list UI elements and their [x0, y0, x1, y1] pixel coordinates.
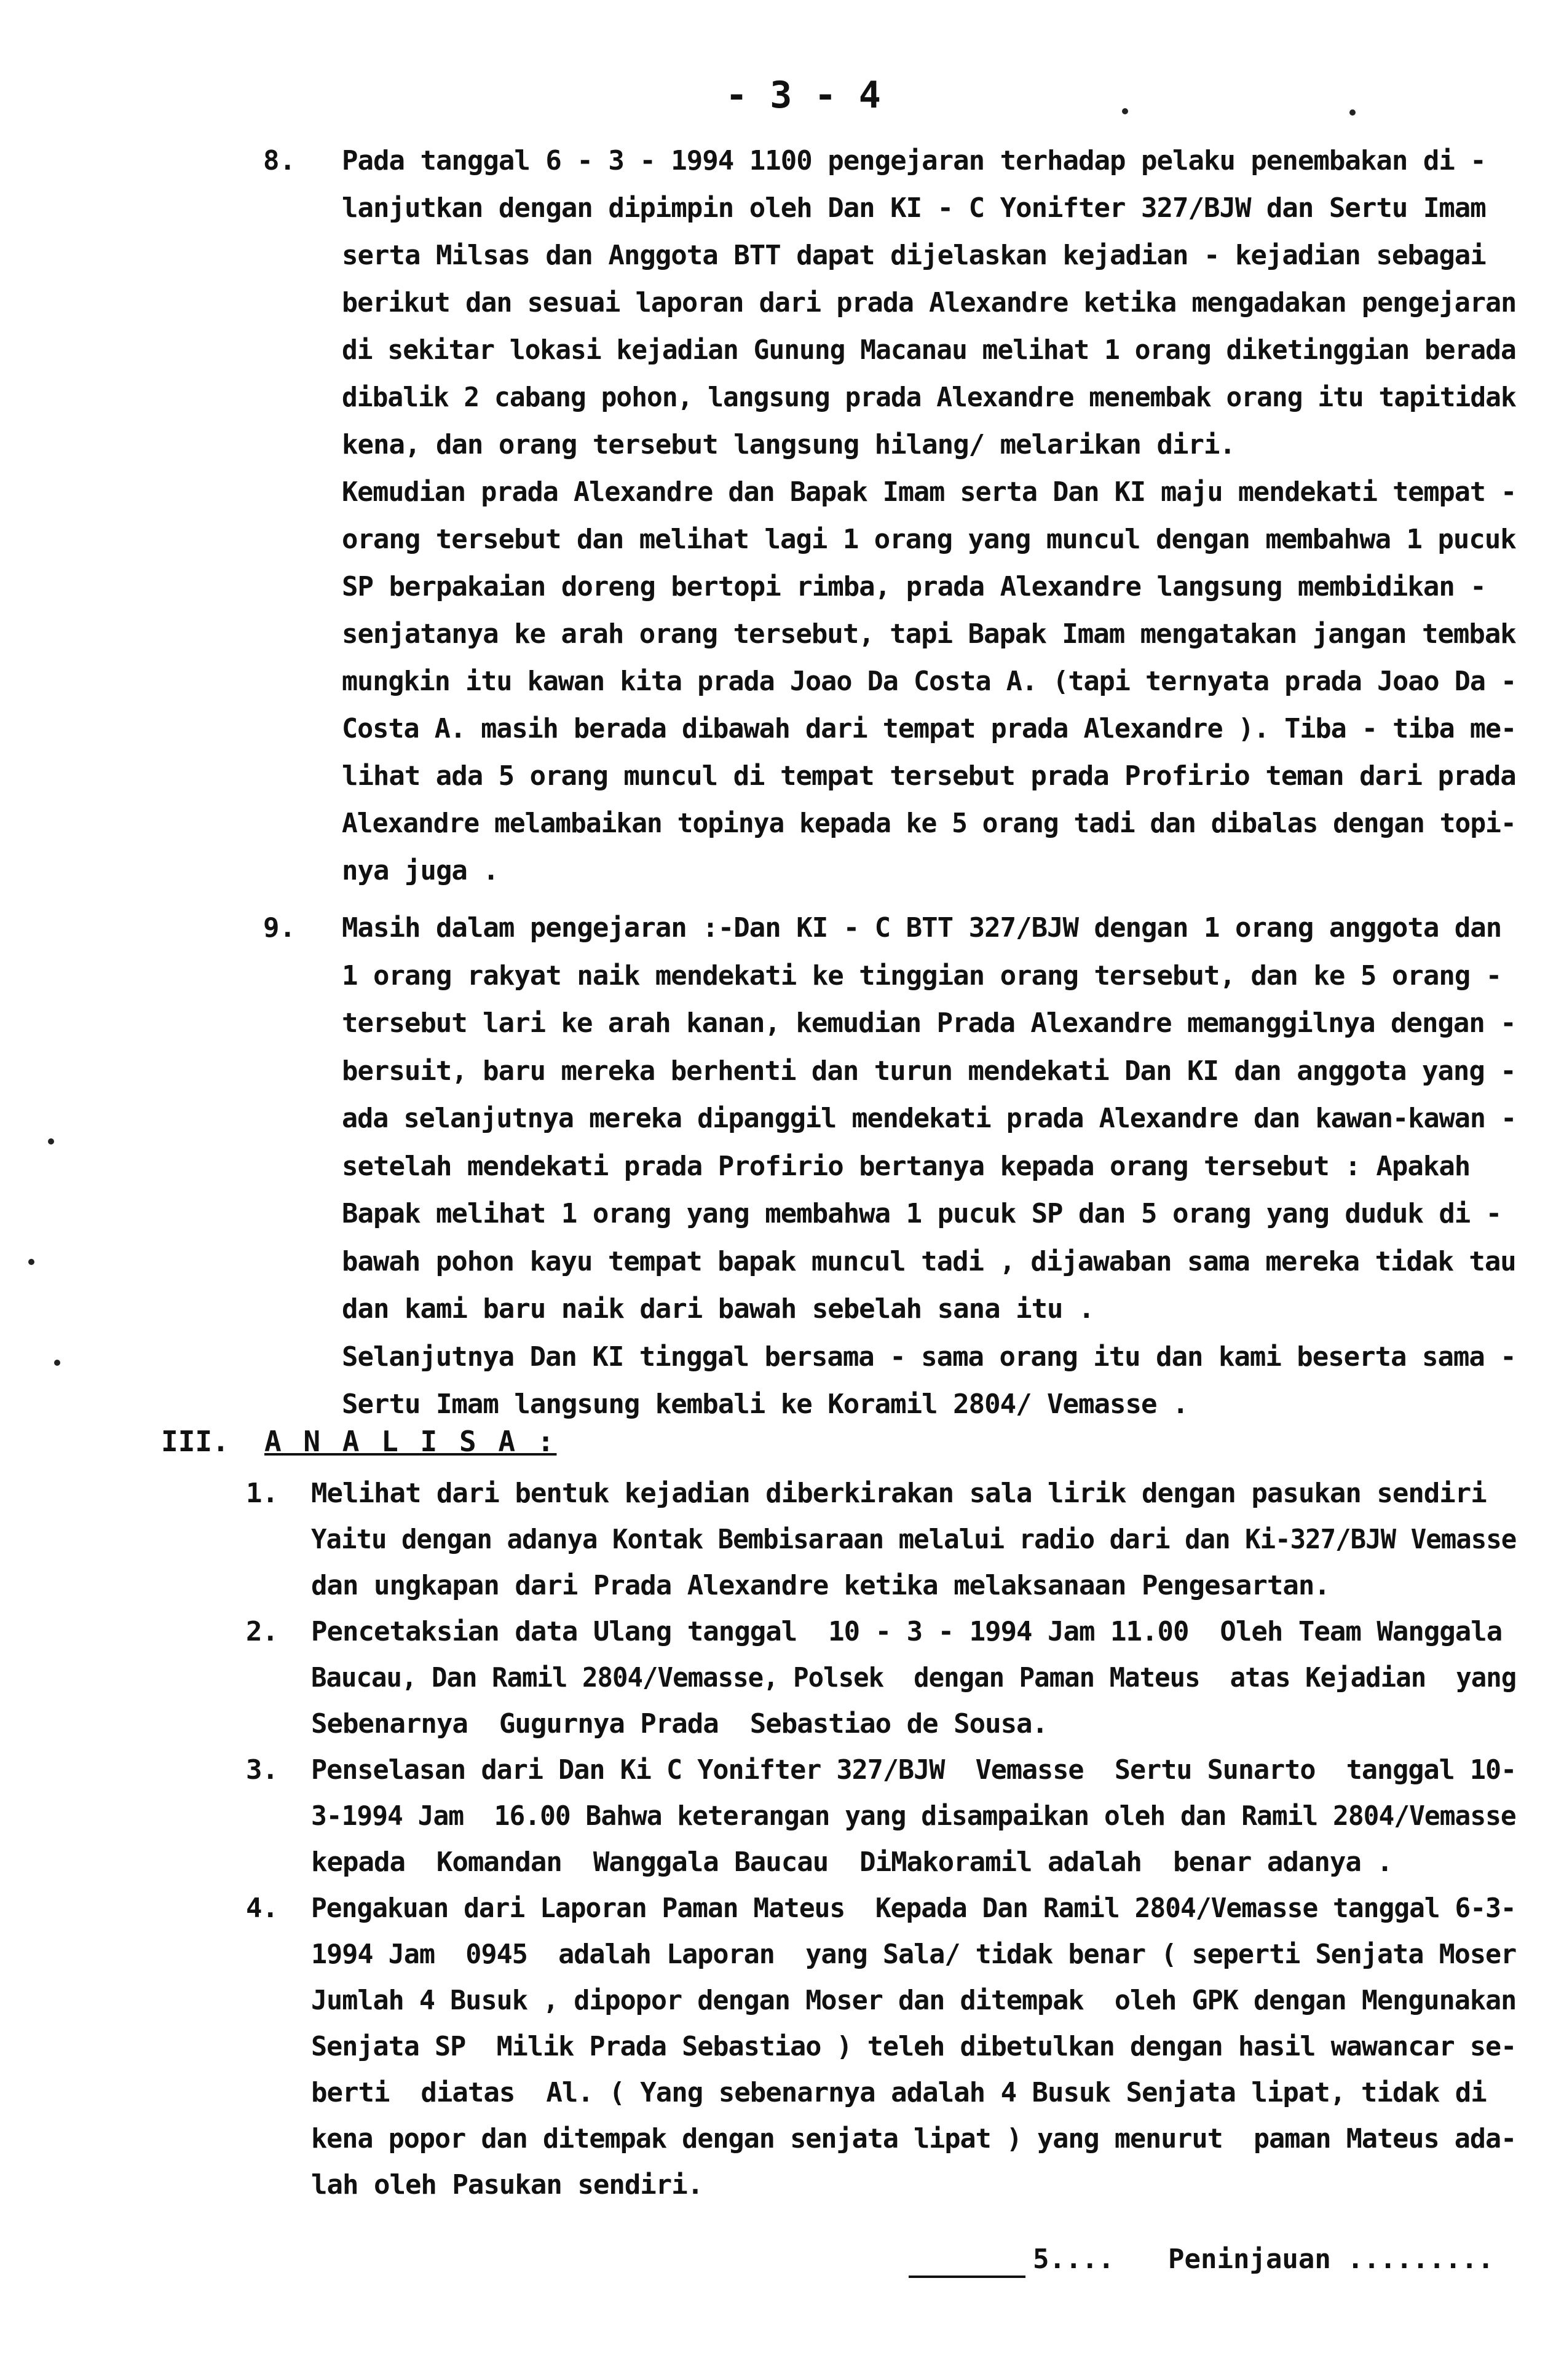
text-line: dibalik 2 cabang pohon, langsung prada Alexandre menembak orang itu tapitidak — [342, 382, 1516, 413]
text-line: Pengakuan dari Laporan Paman Mateus Kepada Dan Ramil 2804/Vemasse tanggal 6-3- — [311, 1893, 1516, 1924]
text-line: berikut dan sesuai laporan dari prada Alexandre ketika mengadakan pengejaran — [342, 287, 1517, 318]
text-line: orang tersebut dan melihat lagi 1 orang yang muncul dengan membahwa 1 pucuk — [342, 524, 1516, 555]
text-line: dan kami baru naik dari bawah sebelah sana itu . — [342, 1293, 1094, 1325]
text-line: Penselasan dari Dan Ki C Yonifter 327/BJW Vemasse Sertu Sunarto tanggal 10- — [311, 1754, 1517, 1786]
text-line: setelah mendekati prada Profirio bertanya kepada orang tersebut : Apakah — [342, 1150, 1471, 1182]
text-line: Selanjutnya Dan KI tinggal bersama - sama orang itu dan kami beserta sama - — [342, 1341, 1516, 1373]
text-line: dan ungkapan dari Prada Alexandre ketika melaksanaan Pengesartan. — [311, 1570, 1330, 1601]
text-line: SP berpakaian doreng bertopi rimba, prada Alexandre langsung membidikan - — [342, 571, 1486, 602]
text-line: serta Milsas dan Anggota BTT dapat dijelaskan kejadian - kejadian sebagai — [342, 240, 1486, 271]
analisa-item-number: 1. — [246, 1478, 278, 1509]
scan-speck — [54, 1360, 60, 1366]
text-line: Masih dalam pengejaran :-Dan KI - C BTT 327/BJW dengan 1 orang anggota dan — [342, 912, 1502, 944]
analisa-item-number: 2. — [246, 1616, 278, 1647]
text-line: Bapak melihat 1 orang yang membahwa 1 pucuk SP dan 5 orang yang duduk di - — [342, 1198, 1502, 1229]
text-line: nya juga . — [342, 855, 499, 886]
text-line: kepada Komandan Wanggala Baucau DiMakoramil adalah benar adanya . — [311, 1846, 1392, 1878]
text-line: 1994 Jam 0945 adalah Laporan yang Sala/ tidak benar ( seperti Senjata Moser — [311, 1939, 1517, 1970]
text-line: 3-1994 Jam 16.00 Bahwa keterangan yang disampaikan oleh dan Ramil 2804/Vemasse — [311, 1800, 1516, 1832]
text-line: senjatanya ke arah orang tersebut, tapi Bapak Imam mengatakan jangan tembak — [342, 618, 1516, 650]
text-line: Yaitu dengan adanya Kontak Bembisaraan melalui radio dari dan Ki-327/BJW Vemasse — [311, 1524, 1517, 1555]
footer-rule — [909, 2276, 1025, 2278]
page-number: - 3 - 4 — [725, 74, 881, 117]
continuation-label: Peninjauan ......... — [1168, 2244, 1494, 2275]
text-line: Sebenarnya Gugurnya Prada Sebastiao de Sousa. — [311, 1708, 1048, 1740]
text-line: Pada tanggal 6 - 3 - 1994 1100 pengejaran terhadap pelaku penembakan di - — [342, 145, 1486, 176]
text-line: Sertu Imam langsung kembali ke Koramil 2804/ Vemasse . — [342, 1389, 1188, 1420]
text-line: lihat ada 5 orang muncul di tempat tersebut prada Profirio teman dari prada — [342, 760, 1516, 792]
text-line: mungkin itu kawan kita prada Joao Da Costa A. (tapi ternyata prada Joao Da - — [342, 666, 1517, 697]
text-line: Costa A. masih berada dibawah dari tempat prada Alexandre ). Tiba - tiba me- — [342, 713, 1517, 744]
text-line: lanjutkan dengan dipimpin oleh Dan KI - C Yonifter 327/BJW dan Sertu Imam — [342, 192, 1486, 224]
scan-speck — [48, 1138, 54, 1145]
text-line: Pencetaksian data Ulang tanggal 10 - 3 - 1994 Jam 11.00 Oleh Team Wanggala — [311, 1616, 1503, 1647]
scan-speck — [1122, 108, 1128, 114]
text-line: bawah pohon kayu tempat bapak muncul tadi , dijawaban sama mereka tidak tau — [342, 1245, 1516, 1277]
text-line: kena popor dan ditempak dengan senjata lipat ) yang menurut paman Mateus ada- — [311, 2123, 1517, 2154]
section-heading-analisa: A N A L I S A : — [264, 1425, 557, 1458]
text-line: ada selanjutnya mereka dipanggil mendekati prada Alexandre dan kawan-kawan - — [342, 1103, 1517, 1134]
text-line: bersuit, baru mereka berhenti dan turun mendekati Dan KI dan anggota yang - — [342, 1055, 1516, 1087]
text-line: Baucau, Dan Ramil 2804/Vemasse, Polsek dengan Paman Mateus atas Kejadian yang — [311, 1662, 1517, 1693]
scan-speck — [1349, 109, 1356, 116]
text-line: lah oleh Pasukan sendiri. — [311, 2169, 703, 2201]
text-line: Alexandre melambaikan topinya kepada ke 5 orang tadi dan dibalas dengan topi- — [342, 808, 1516, 839]
text-line: Jumlah 4 Busuk , dipopor dengan Moser dan ditempak oleh GPK dengan Mengunakan — [311, 1985, 1517, 2016]
item-number-8: 8. — [263, 145, 296, 176]
analisa-item-number: 3. — [246, 1754, 278, 1786]
text-line: di sekitar lokasi kejadian Gunung Macanau melihat 1 orang diketinggian berada — [342, 334, 1516, 366]
scan-speck — [28, 1259, 34, 1265]
text-line: Melihat dari bentuk kejadian diberkirakan sala lirik dengan pasukan sendiri — [311, 1478, 1487, 1509]
text-line: kena, dan orang tersebut langsung hilang/ melarikan diri. — [342, 429, 1235, 460]
text-line: berti diatas Al. ( Yang sebenarnya adalah 4 Busuk Senjata lipat, tidak di — [311, 2077, 1487, 2108]
text-line: Kemudian prada Alexandre dan Bapak Imam serta Dan KI maju mendekati tempat - — [342, 476, 1517, 508]
section-roman-numeral: III. — [161, 1425, 229, 1458]
continuation-number: 5.... — [1033, 2244, 1115, 2275]
text-line: tersebut lari ke arah kanan, kemudian Prada Alexandre memanggilnya dengan - — [342, 1007, 1516, 1039]
analisa-item-number: 4. — [246, 1893, 278, 1924]
text-line: Senjata SP Milik Prada Sebastiao ) teleh dibetulkan dengan hasil wawancar se- — [311, 2031, 1517, 2062]
text-line: 1 orang rakyat naik mendekati ke tinggian orang tersebut, dan ke 5 orang - — [342, 959, 1502, 991]
item-number-9: 9. — [263, 912, 296, 944]
